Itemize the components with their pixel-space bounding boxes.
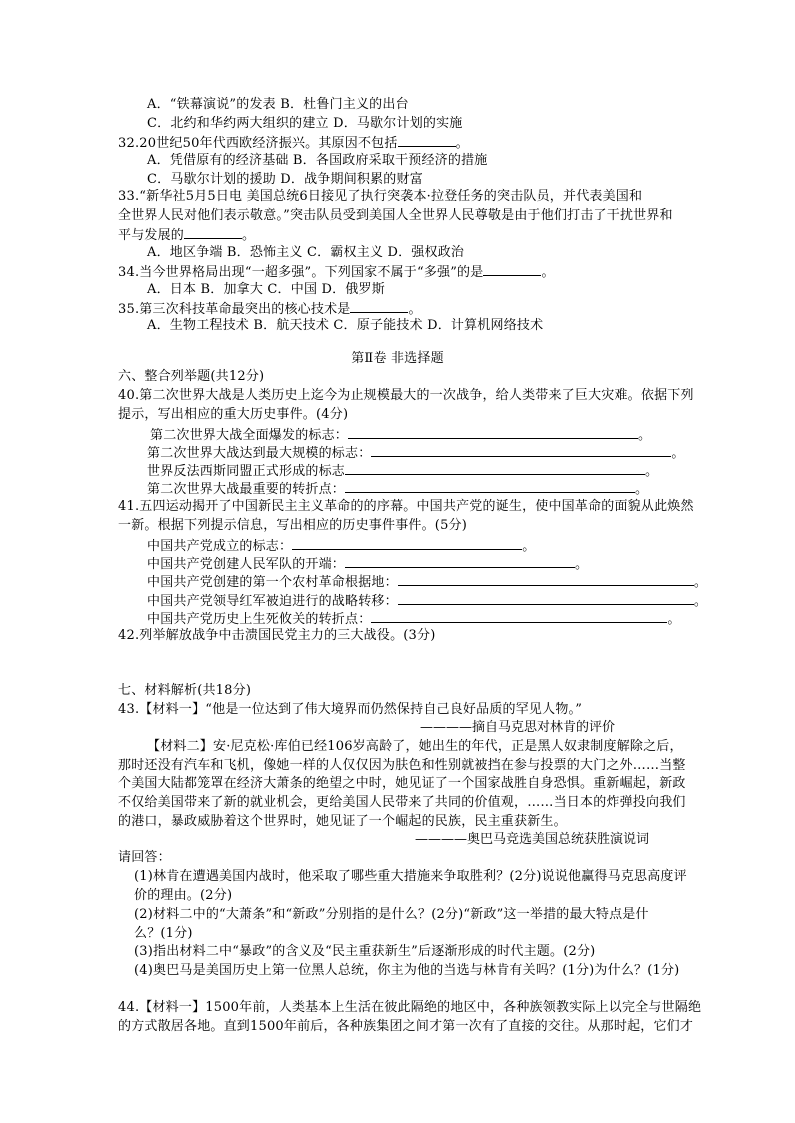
q31-options-cd: C．北约和华约两大组织的建立 D．马歇尔计划的实施 [147, 116, 463, 131]
q43-material-2-line-4: 不仅给美国带来了新的就业机会，更给美国人民带来了共同的价值观，……当日本的炸弹投向我们 [118, 795, 686, 810]
q43-material-2-line-1: 【材料二】安·尼克松·库伯已经106岁高龄了，她出生的年代，正是黑人奴隶制度解除之后， [147, 739, 683, 754]
q35-options: A．生物工程技术 B．航天技术 C．原子能技术 D．计算机网络技术 [147, 318, 544, 333]
q34-stem: 34.当今世界格局出现“一超多强”。下列国家不属于“多强”的是 。 [118, 261, 555, 283]
answer-blank[interactable] [345, 460, 645, 475]
answer-blank[interactable] [292, 535, 522, 550]
answer-blank[interactable] [483, 261, 541, 276]
answer-blank[interactable] [184, 224, 242, 239]
q41-item-5: 中国共产党历史上生死攸关的转折点： 。 [147, 608, 681, 630]
section6-title: 六、整合列举题(共12分) [118, 369, 265, 384]
answer-blank[interactable] [371, 608, 667, 623]
q41-item-4: 中国共产党领导红军被迫进行的战略转移： 。 [147, 590, 707, 612]
q40-item-1: 第二次世界大战全面爆发的标志： 。 [150, 424, 651, 446]
q43-material-2-line-3: 个美国大陆都笼罩在经济大萧条的绝望之中时，她见证了一个国家战胜自身恐惧。重新崛起，新政 [118, 776, 686, 791]
q31-options-ab: A．“铁幕演说”的发表 B．杜鲁门主义的出台 [147, 97, 409, 112]
answer-blank[interactable] [345, 553, 575, 568]
answer-blank[interactable] [398, 571, 694, 586]
answer-blank[interactable] [348, 424, 638, 439]
q33-line-2: 全世界人民对他们表示敬意。”突击队员受到美国人全世界人民尊敬是由于他们打击了干扰世界和 [118, 208, 673, 223]
q43-question-2-line-1: (2)材料二中的“大萧条”和“新政”分别指的是什么？(2分)“新政”这一举措的最大特点是什 [134, 907, 649, 922]
q32-stem: 32.20世纪50年代西欧经济振兴。其原因不包括 。 [118, 132, 469, 154]
q41-item-2: 中国共产党创建人民军队的开端： 。 [147, 553, 588, 575]
q33-line-1: 33.“新华社5月5日电 美国总统6日接见了执行突袭本·拉登任务的突击队员，并代表美国和 [118, 189, 643, 204]
q43-material-2-line-2: 那时还没有汽车和飞机，像她一样的人仅仅因为肤色和性别就被挡在参与投票的大门之外……当整 [118, 758, 686, 773]
q32-options-ab: A．凭借原有的经济基础 B．各国政府采取干预经济的措施 [147, 153, 488, 168]
q40-item-4: 第二次世界大战最重要的转折点： 。 [147, 478, 648, 500]
q40-line-2: 提示，写出相应的重大历史事件。(4分) [118, 407, 349, 422]
q43-question-2-line-2: 么？(1分) [134, 926, 193, 941]
section7-title: 七、材料解析(共18分) [118, 683, 252, 698]
q40-item-3: 世界反法西斯同盟正式形成的标志 。 [147, 460, 658, 482]
q43-question-3: (3)指出材料二中“暴政”的含义及“民主重获新生”后逐渐形成的时代主题。(2分) [134, 944, 596, 959]
q43-ask: 请回答： [118, 850, 171, 865]
answer-blank[interactable] [398, 132, 456, 147]
q43-material-1-source: ————摘自马克思对林肯的评价 [420, 720, 616, 735]
q41-line-2: 一新。根据下列提示信息，写出相应的历史事件事件。(5分) [118, 518, 468, 533]
part2-title: 第Ⅱ卷 非选择题 [351, 351, 444, 366]
q43-question-1-line-1: (1)林肯在遭遇美国内战时，他采取了哪些重大措施来争取胜利？(2分)说说他赢得马克思高度评 [134, 869, 687, 884]
answer-blank[interactable] [350, 298, 408, 313]
q43-material-1: 43.【材料一】“他是一位达到了伟大境界而仍然保持自己良好品质的罕见人物。” [118, 702, 583, 717]
q44-line-2: 的方式散居各地。直到1500年前后，各种族集团之间才第一次有了直接的交往。从那时起，它们才 [118, 1019, 694, 1034]
q43-question-4: (4)奥巴马是美国历史上第一位黑人总统，你主为他的当选与林肯有关吗？(1分)为什么？(1分) [134, 963, 680, 978]
q42-stem: 42.列举解放战争中击溃国民党主力的三大战役。(3分) [118, 628, 436, 643]
q33-line-3: 平与发展的 。 [118, 224, 255, 246]
q33-options: A．地区争端 B．恐怖主义 C．霸权主义 D．强权政治 [147, 245, 465, 260]
q41-item-1: 中国共产党成立的标志： 。 [147, 535, 535, 557]
q43-material-2-line-5: 的港口，暴政威胁着这个世界时，她见证了一个崛起的民族，民主重获新生。 [118, 814, 567, 829]
q41-line-1: 41.五四运动揭开了中国新民主主义革命的的序幕。中国共产党的诞生，使中国革命的面貌从此焕然 [118, 499, 694, 514]
q43-question-1-line-2: 价的理由。(2分) [134, 888, 233, 903]
q43-material-2-source: ————奥巴马竞选美国总统获胜演说词 [415, 832, 650, 847]
q40-item-2: 第二次世界大战达到最大规模的标志： 。 [147, 442, 685, 464]
answer-blank[interactable] [345, 478, 635, 493]
q40-line-1: 40.第二次世界大战是人类历史上迄今为止规模最大的一次战争，给人类带来了巨大灾难。依据下列 [118, 388, 694, 403]
answer-blank[interactable] [371, 442, 671, 457]
q41-item-3: 中国共产党创建的第一个农村革命根据地： 。 [147, 571, 707, 593]
answer-blank[interactable] [398, 590, 694, 605]
q35-stem: 35.第三次科技革命最突出的核心技术是 。 [118, 298, 422, 320]
q34-options: A．日本 B．加拿大 C．中国 D．俄罗斯 [147, 282, 385, 297]
q32-options-cd: C．马歇尔计划的援助 D．战争期间积累的财富 [147, 172, 423, 187]
q44-line-1: 44.【材料一】1500年前，人类基本上生活在彼此隔绝的地区中，各种族领教实际上以完全与世隔绝 [118, 1000, 702, 1015]
